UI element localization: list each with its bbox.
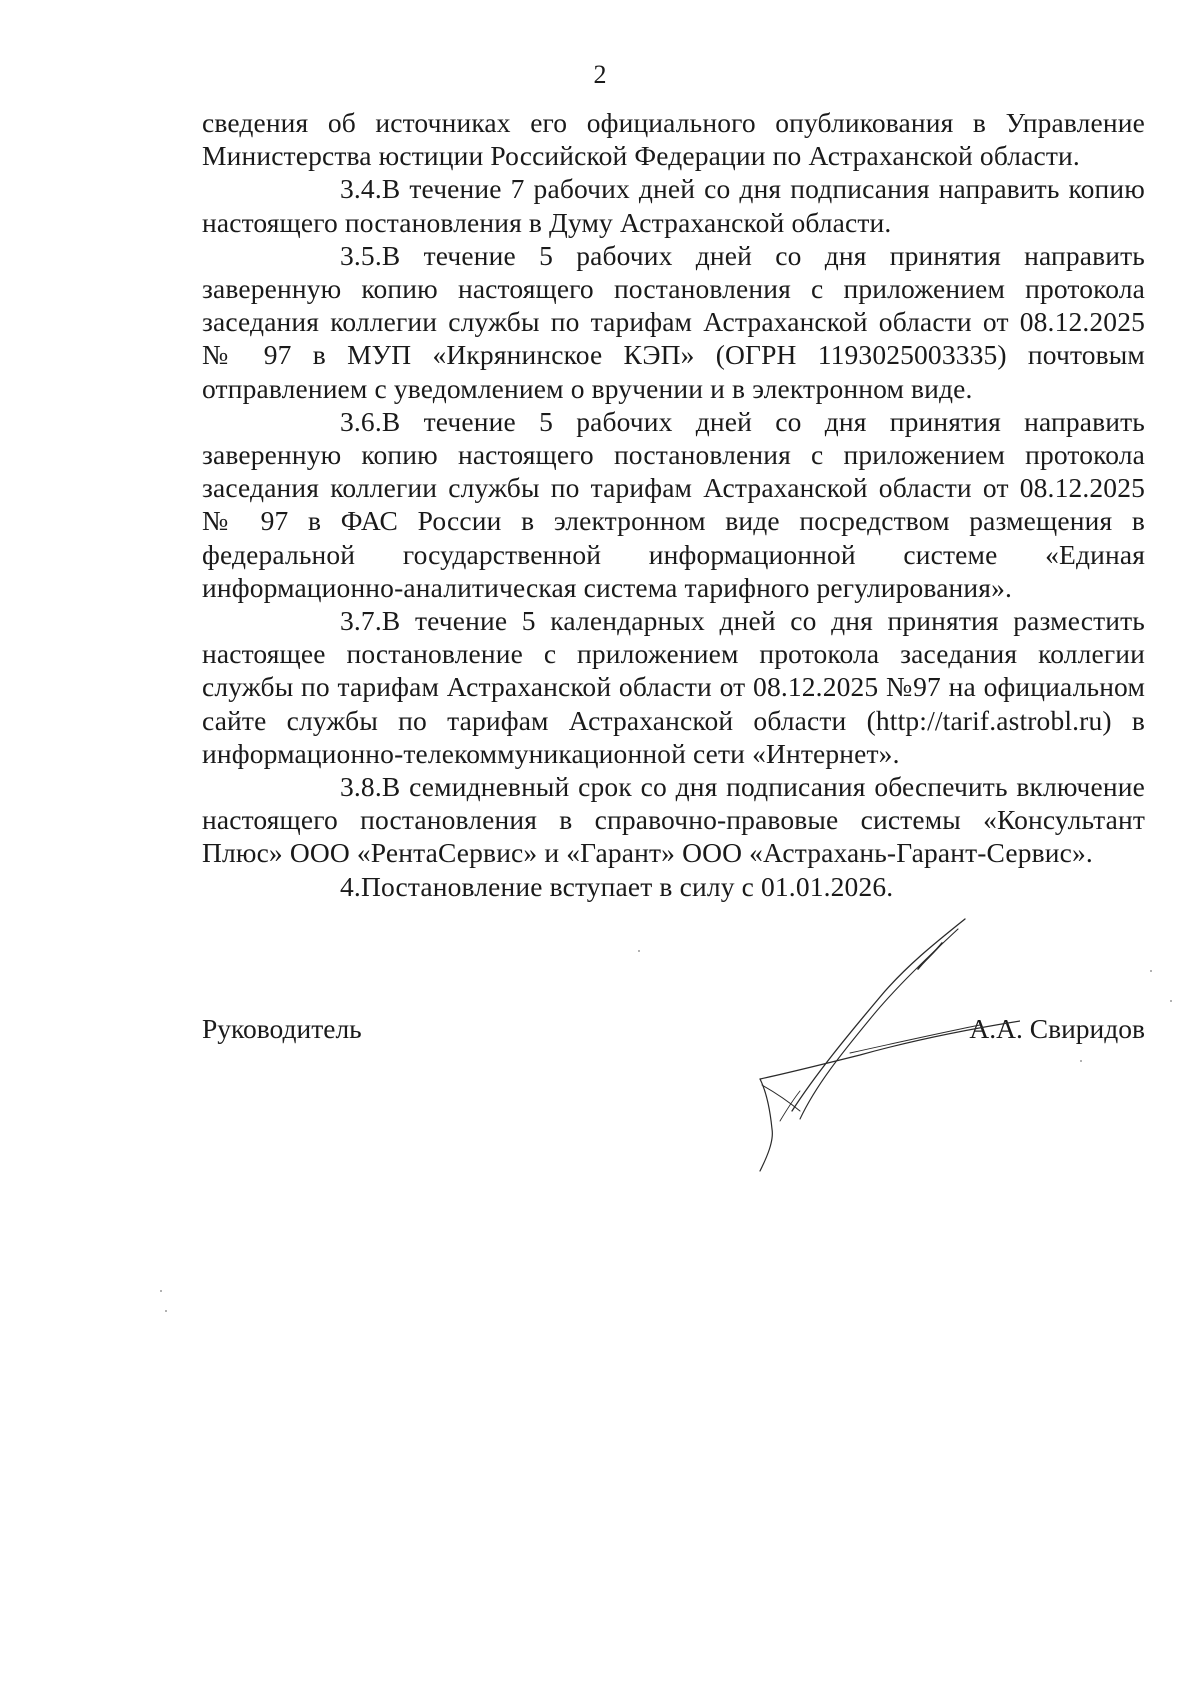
clause-number: 3.8. [340,771,382,803]
signatory-role: Руководитель [202,1013,362,1044]
clause-text: В семидневный срок со дня подписания обеспечить включение настоящего постановления в справочно-правовые системы «Консультант Плюс» ООО «РентаСервис» и «Гарант» ООО «Астрахань-Гарант-Сервис». [202,771,1145,869]
clause-3-8 [202,770,1145,870]
clause-number: 3.5. [340,239,382,271]
scan-speck [1080,1060,1082,1062]
scan-speck [1150,970,1152,972]
clause-3-6 [202,405,1145,604]
clause-text: В течение 5 рабочих дней со дня принятия направить заверенную копию настоящего постановления с приложением протокола заседания коллегии службы по тарифам Астраханской области от 08.12.2025 № 97 в ФАС России в электронном виде посредством размещения в федеральной государственной информационной системе «Единая информационно-аналитическая система тарифного регулирования». [202,405,1145,603]
signatory-name: А.А. Свиридов [969,1013,1145,1044]
scan-speck [165,1310,167,1312]
clause-4 [202,870,1145,903]
clause-number: 4. [340,870,361,902]
clause-number: 3.4. [340,173,382,205]
clause-number: 3.7. [340,605,382,637]
clause-3-5 [202,239,1145,405]
clause-text: В течение 5 календарных дней со дня принятия разместить настоящее постановление с приложением протокола заседания коллегии службы по тарифам Астраханской области от 08.12.2025 №97 на официальном сайте службы по тарифам Астраханской области (http://tarif.astrobl.ru) в информационно-телекоммуникационной сети «Интернет». [202,605,1145,769]
scan-speck [160,1290,162,1292]
document-body [202,106,1145,903]
clause-3-7 [202,604,1145,770]
clause-text: В течение 5 рабочих дней со дня принятия направить заверенную копию настоящего постановления с приложением протокола заседания коллегии службы по тарифам Астраханской области от 08.12.2025 № 97 в МУП «Икрянинское КЭП» (ОГРН 1193025003335) почтовым отправлением с уведомлением о вручении и в электронном виде. [202,239,1145,404]
clause-text: В течение 7 рабочих дней со дня подписания направить копию настоящего постановления в Думу Астраханской области. [202,173,1145,238]
scan-speck [638,950,640,952]
scan-speck [1170,1000,1172,1002]
page-number: 2 [593,60,607,89]
intro-paragraph: сведения об источниках его официального опубликования в Управление Министерства юстиции Российской Федерации по Астраханской области. [202,107,1145,172]
clause-text: Постановление вступает в силу с 01.01.2026. [360,870,894,902]
handwritten-signature-icon [720,915,1020,1175]
clause-number: 3.6. [340,405,382,437]
clause-3-4 [202,172,1145,238]
